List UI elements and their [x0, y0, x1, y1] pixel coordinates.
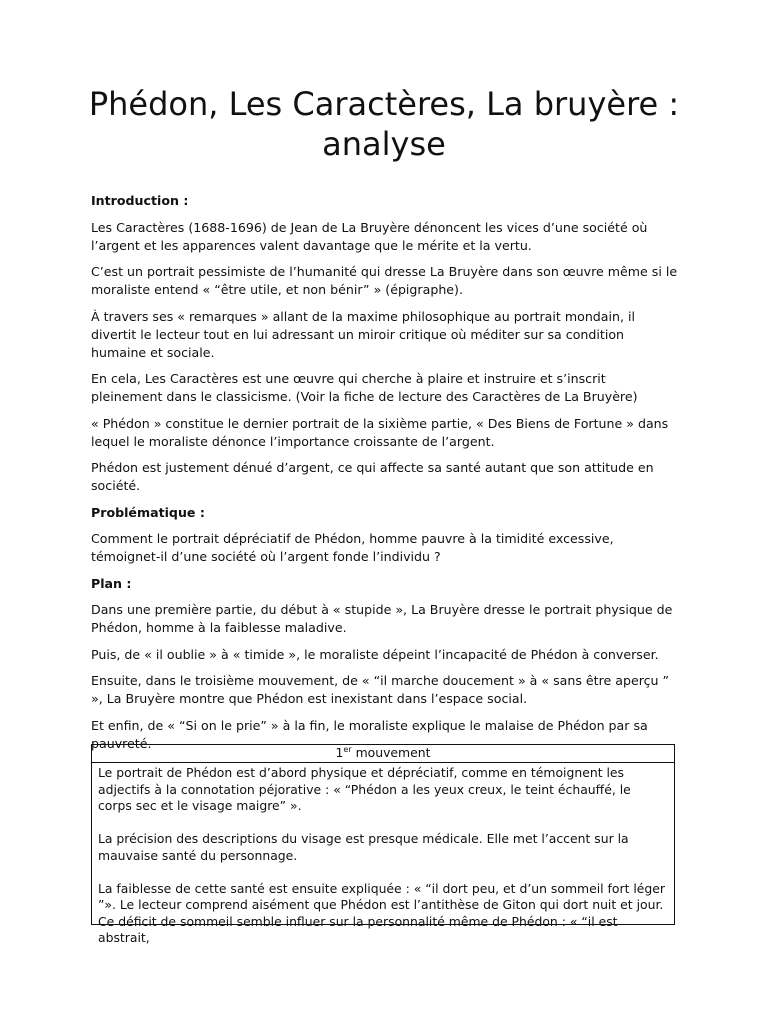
- movement-number-suffix: er: [343, 744, 352, 754]
- intro-paragraph: Phédon est justement dénué d’argent, ce qui affecte sa santé autant que son attitude en société.: [91, 460, 654, 493]
- plan-paragraph: Ensuite, dans le troisième mouvement, de « “il marche doucement » à « sans être aperçu ” », La Bruyère montre que Phédon est inexistant dans l’espace social.: [91, 673, 670, 706]
- movement-label: mouvement: [351, 745, 431, 760]
- plan-paragraph: Dans une première partie, du début à « stupide », La Bruyère dresse le portrait physique de Phédon, homme à la faiblesse maladive.: [91, 602, 673, 635]
- movement-paragraph: Le portrait de Phédon est d’abord physique et dépréciatif, comme en témoignent les adjectifs à la connotation péjorative : « “Phédon a les yeux creux, le teint échauffé, le corps sec et le visage maigre” ».: [98, 765, 631, 813]
- movement-paragraph: La précision des descriptions du visage est presque médicale. Elle met l’accent sur la mauvaise santé du personnage.: [98, 831, 629, 863]
- plan-heading: Plan :: [91, 575, 132, 591]
- movement-paragraph: Ce déficit de sommeil semble influer sur la personnalité même de Phédon : « “il est abstrait,: [98, 913, 618, 945]
- movement-table-header: [92, 745, 674, 763]
- intro-paragraph: « Phédon » constitue le dernier portrait de la sixième partie, « Des Biens de Fortune » dans lequel le moraliste dénonce l’importance croissante de l’argent.: [91, 415, 669, 449]
- movement-table-body: [92, 763, 674, 947]
- intro-paragraph: À travers ses « remarques » allant de la maxime philosophique au portrait mondain, il divertit le lecteur tout en lui adressant un miroir critique où méditer sur sa condition humaine et sociale.: [91, 308, 635, 360]
- plan-paragraph: Et enfin, de « “Si on le prie” » à la fin, le moraliste explique le malaise de Phédon par sa pauvreté.: [91, 717, 648, 751]
- introduction-heading: Introduction :: [91, 193, 189, 208]
- intro-paragraph: En cela, Les Caractères est une œuvre qui cherche à plaire et instruire et s’inscrit pleinement dans le classicisme. (Voir la fiche de lecture des Caractères de La Bruyère): [91, 371, 638, 404]
- plan-paragraph: Puis, de « il oublie » à « timide », le moraliste dépeint l’incapacité de Phédon à converser.: [91, 646, 659, 662]
- intro-paragraph: Les Caractères (1688-1696) de Jean de La Bruyère dénoncent les vices d’une société où l’argent et les apparences valent davantage que le mérite et la vertu.: [91, 219, 648, 253]
- movement-number: 1: [335, 745, 344, 760]
- movement-paragraph: La faiblesse de cette santé est ensuite expliquée : « “il dort peu, et d’un sommeil fort léger ”». Le lecteur comprend aisément que Phédon est l’antithèse de Giton qui dort nuit et jour.: [98, 880, 666, 912]
- page-title: Phédon, Les Caractères, La bruyère : analyse: [88, 85, 680, 163]
- movement-table: [91, 744, 675, 945]
- intro-paragraph: C’est un portrait pessimiste de l’humanité qui dresse La Bruyère dans son œuvre même si le moraliste entend « “être utile, et non bénir” » (épigraphe).: [91, 264, 678, 297]
- problematique-paragraph: Comment le portrait dépréciatif de Phédon, homme pauvre à la timidité excessive, témoignet-il d’une société où l’argent fonde l’individu ?: [91, 531, 614, 564]
- problematique-heading: Problématique :: [91, 504, 205, 520]
- document-body: [91, 192, 681, 761]
